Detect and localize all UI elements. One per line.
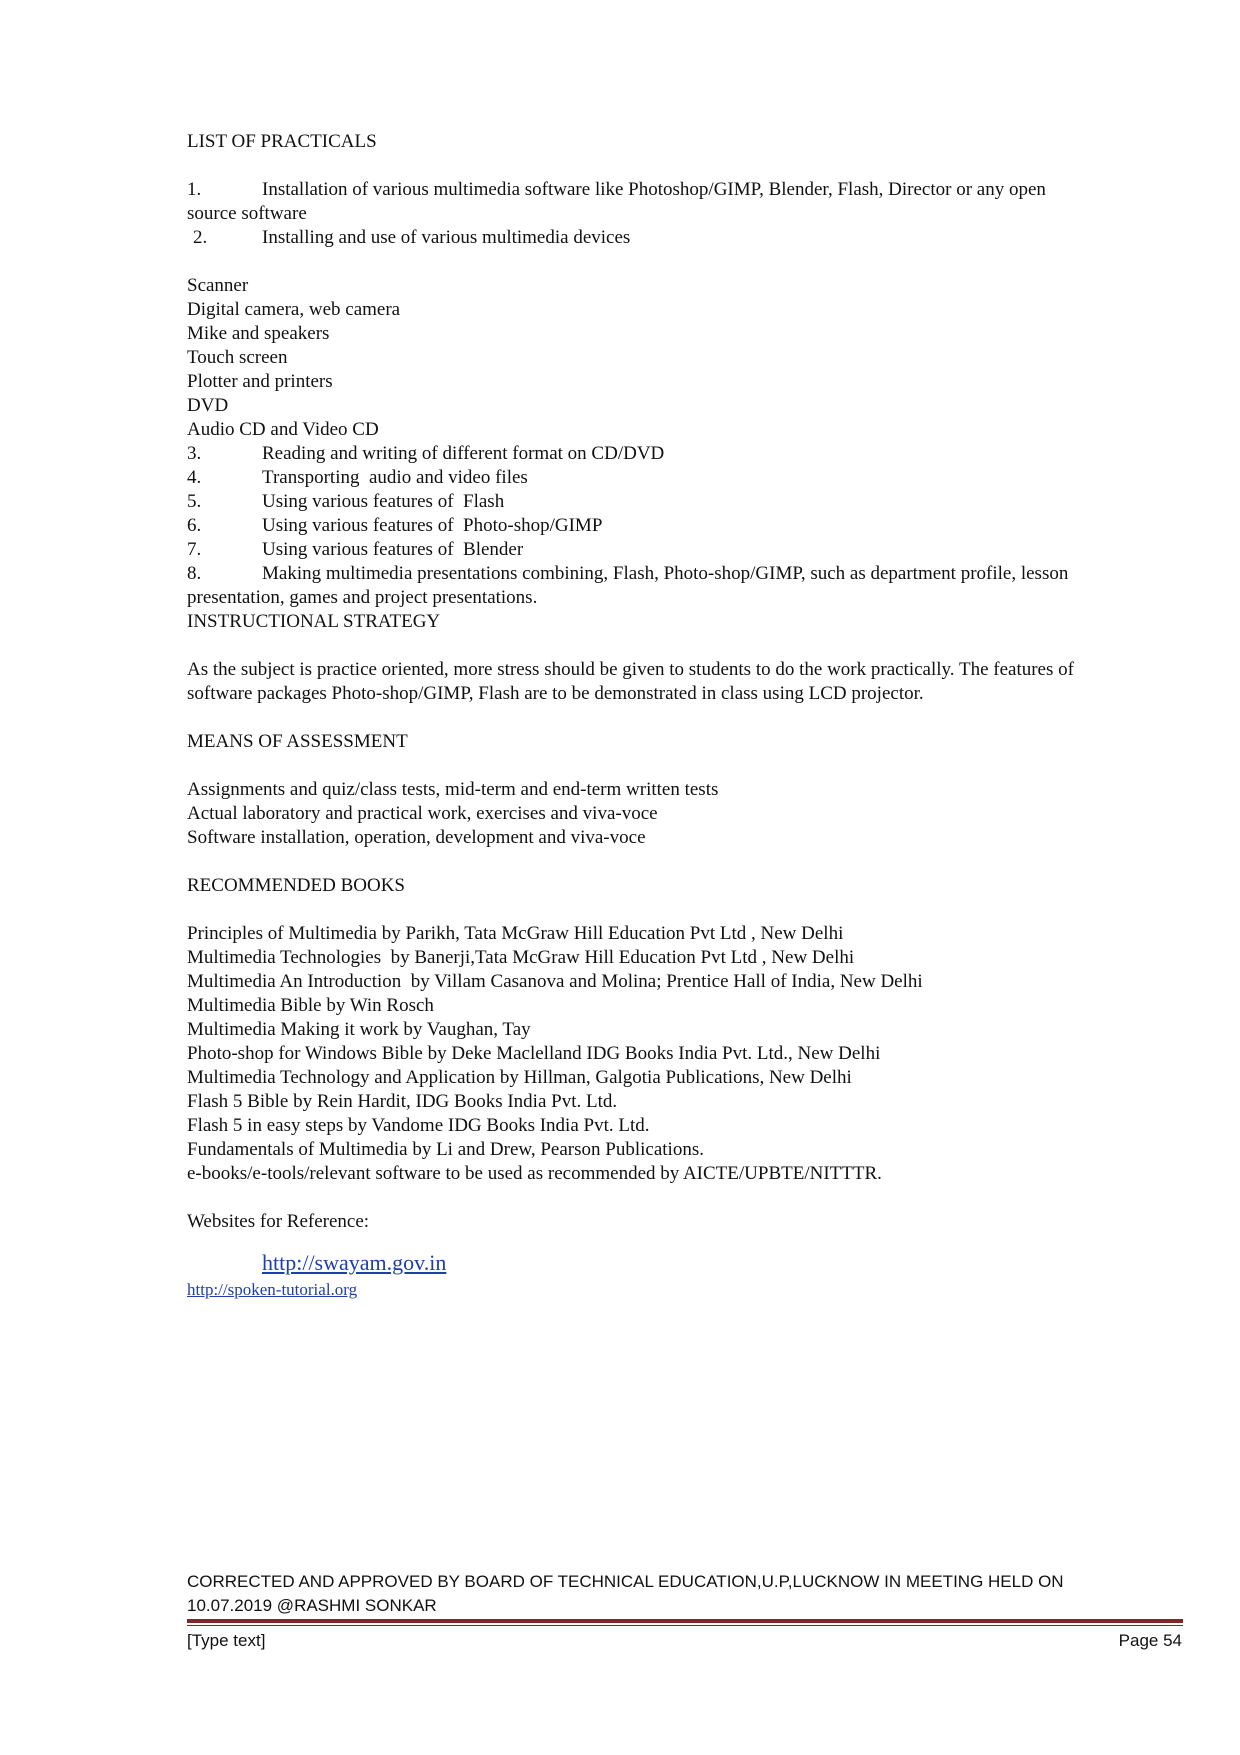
book-item: Multimedia An Introduction by Villam Casanova and Molina; Prentice Hall of India, New Delhi (187, 971, 923, 992)
item-number: 5. (187, 491, 202, 512)
devices-list (187, 274, 1177, 442)
book-item: Flash 5 Bible by Rein Hardit, IDG Books India Pvt. Ltd. (187, 1091, 618, 1112)
book-item: Flash 5 in easy steps by Vandome IDG Books India Pvt. Ltd. (187, 1115, 650, 1136)
item-number: 8. (187, 563, 202, 584)
strategy-text-line: As the subject is practice oriented, more stress should be given to students to do the work practically. The features of (187, 659, 1074, 680)
strategy-text-line: software packages Photo-shop/GIMP, Flash are to be demonstrated in class using LCD projector. (187, 683, 924, 704)
item-number: 3. (187, 443, 202, 464)
footer-placeholder-text: [Type text] (187, 1631, 266, 1650)
practicals-heading: LIST OF PRACTICALS (187, 131, 377, 152)
book-item: e-books/e-tools/relevant software to be used as recommended by AICTE/UPBTE/NITTTR. (187, 1163, 882, 1184)
footer-divider-thin (187, 1625, 1183, 1626)
practical-item (187, 442, 1177, 466)
approval-note-line: CORRECTED AND APPROVED BY BOARD OF TECHNICAL EDUCATION,U.P,LUCKNOW IN MEETING HELD ON (187, 1572, 1064, 1591)
device-item: Digital camera, web camera (187, 299, 401, 320)
practical-item (187, 538, 1177, 562)
practical-item (187, 514, 1177, 538)
device-item: Mike and speakers (187, 323, 330, 344)
book-item: Multimedia Technology and Application by Hillman, Galgotia Publications, New Delhi (187, 1067, 852, 1088)
page-number: Page 54 (1118, 1631, 1182, 1650)
item-text: Installing and use of various multimedia devices (262, 227, 631, 248)
item-number: 1. (187, 179, 202, 200)
approval-note-line: 10.07.2019 @RASHMI SONKAR (187, 1596, 437, 1615)
assessment-item: Software installation, operation, development and viva-voce (187, 827, 646, 848)
practical-item-2 (187, 226, 1177, 250)
item-number: 4. (187, 467, 202, 488)
item-text: Using various features of Flash (262, 491, 505, 512)
device-item: Plotter and printers (187, 371, 333, 392)
practical-item (187, 490, 1177, 514)
assessment-item: Assignments and quiz/class tests, mid-term and end-term written tests (187, 779, 719, 800)
book-item: Multimedia Bible by Win Rosch (187, 995, 434, 1016)
book-item: Fundamentals of Multimedia by Li and Drew, Pearson Publications. (187, 1139, 704, 1160)
books-list (187, 922, 1177, 1186)
practical-item-1 (187, 178, 1177, 202)
item-text: Transporting audio and video files (262, 467, 528, 488)
assessment-heading: MEANS OF ASSESSMENT (187, 731, 408, 752)
footer-divider (187, 1619, 1183, 1623)
item-text: Using various features of Photo-shop/GIMP (262, 515, 603, 536)
assessment-list (187, 778, 1177, 850)
device-item: Audio CD and Video CD (187, 419, 379, 440)
assessment-item: Actual laboratory and practical work, exercises and viva-voce (187, 803, 658, 824)
approval-note (187, 1570, 1187, 1618)
spoken-tutorial-link[interactable]: http://spoken-tutorial.org (187, 1280, 358, 1299)
practicals-list (187, 442, 1177, 610)
practical-item-1-continuation: source software (187, 203, 307, 224)
item-text: Installation of various multimedia software like Photoshop/GIMP, Blender, Flash, Director or any open (262, 179, 1046, 200)
swayam-link[interactable]: http://swayam.gov.in (262, 1250, 447, 1275)
item-number: 6. (187, 515, 202, 536)
item-text: Using various features of Blender (262, 539, 524, 560)
websites-heading: Websites for Reference: (187, 1211, 370, 1232)
device-item: Scanner (187, 275, 249, 296)
book-item: Multimedia Making it work by Vaughan, Tay (187, 1019, 531, 1040)
item-text: Making multimedia presentations combining, Flash, Photo-shop/GIMP, such as department profile, lesson (262, 563, 1069, 584)
device-item: DVD (187, 395, 229, 416)
item-number: 2. (193, 227, 208, 248)
device-item: Touch screen (187, 347, 288, 368)
item-number: 7. (187, 539, 202, 560)
page-body (187, 130, 1177, 1301)
practical-item-8-continuation: presentation, games and project presentations. (187, 587, 538, 608)
book-item: Photo-shop for Windows Bible by Deke Maclelland IDG Books India Pvt. Ltd., New Delhi (187, 1043, 881, 1064)
book-item: Principles of Multimedia by Parikh, Tata McGraw Hill Education Pvt Ltd , New Delhi (187, 923, 844, 944)
book-item: Multimedia Technologies by Banerji,Tata McGraw Hill Education Pvt Ltd , New Delhi (187, 947, 855, 968)
item-text: Reading and writing of different format on CD/DVD (262, 443, 665, 464)
practical-item (187, 466, 1177, 490)
books-heading: RECOMMENDED BOOKS (187, 875, 405, 896)
strategy-heading: INSTRUCTIONAL STRATEGY (187, 611, 441, 632)
practical-item (187, 562, 1177, 586)
